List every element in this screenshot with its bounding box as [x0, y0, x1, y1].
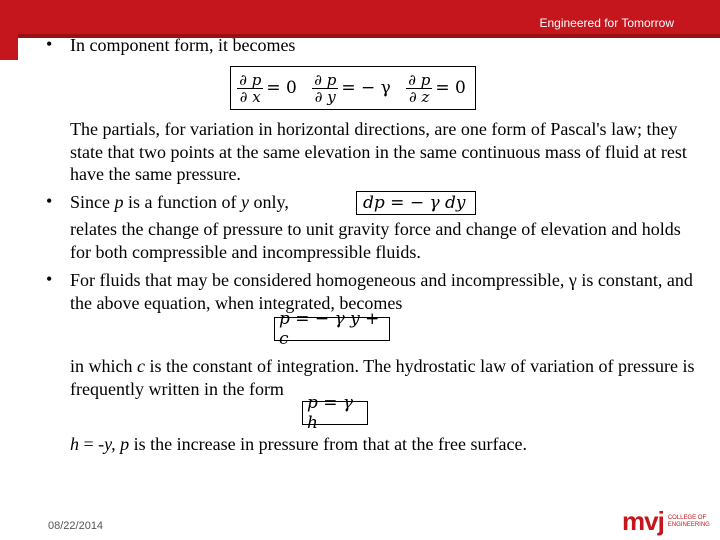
equation-dp: [356, 191, 476, 215]
bullet-marker: •: [46, 269, 53, 289]
equation-hydrostatic: [302, 393, 368, 433]
fraction-dp-dy: $\frac{\partial p}{\partial y}$: [314, 70, 337, 106]
bullet-marker: •: [46, 34, 53, 54]
equation-result-3: = 0: [435, 78, 466, 98]
fraction-dp-dx: $\frac{\partial p}{\partial x}$: [239, 70, 262, 106]
paragraph-free-surface: h = -y, p is the increase in pressure from that at the free surface.: [70, 434, 527, 454]
bullet-2-text: Since p is a function of y only,: [70, 192, 289, 212]
logo-wordmark: mvj: [622, 506, 664, 536]
equation-partials: [230, 66, 476, 110]
equation-hydrostatic-text: p = γ h: [307, 393, 354, 433]
bullet-marker: •: [46, 191, 53, 211]
paragraph-pascal-law: The partials, for variation in horizontal directions, are one form of Pascal's law; they state that two points at the same elevation in the same continuous mass of fluid at rest have the same pressure.: [70, 119, 687, 184]
header-tagline: Engineered for Tomorrow: [539, 16, 674, 30]
equation-result-2: = − γ: [341, 78, 391, 98]
left-accent-stripe: [0, 0, 18, 60]
equation-result-1: = 0: [266, 78, 297, 98]
bullet-1-text: In component form, it becomes: [70, 35, 296, 55]
equation-dp-text: dp = − γ dy: [363, 193, 466, 213]
equation-integrated: [274, 309, 390, 349]
equation-integrated-text: p = − γ y + c: [279, 309, 380, 349]
college-logo: [622, 506, 710, 537]
paragraph-constant: in which c is the constant of integration. The hydrostatic law of variation of pressure is frequently written in the form: [70, 356, 695, 399]
bullet-3-text: For fluids that may be considered homogeneous and incompressible, γ is constant, and the above equation, when integrated, becomes: [70, 270, 693, 313]
fraction-dp-dz: $\frac{\partial p}{\partial z}$: [408, 70, 431, 106]
footer-date: 08/22/2014: [48, 520, 104, 532]
paragraph-relates: relates the change of pressure to unit gravity force and change of elevation and holds for both compressible and incompressible fluids.: [70, 219, 681, 262]
logo-subtitle: COLLEGE OF ENGINEERING: [667, 514, 710, 528]
